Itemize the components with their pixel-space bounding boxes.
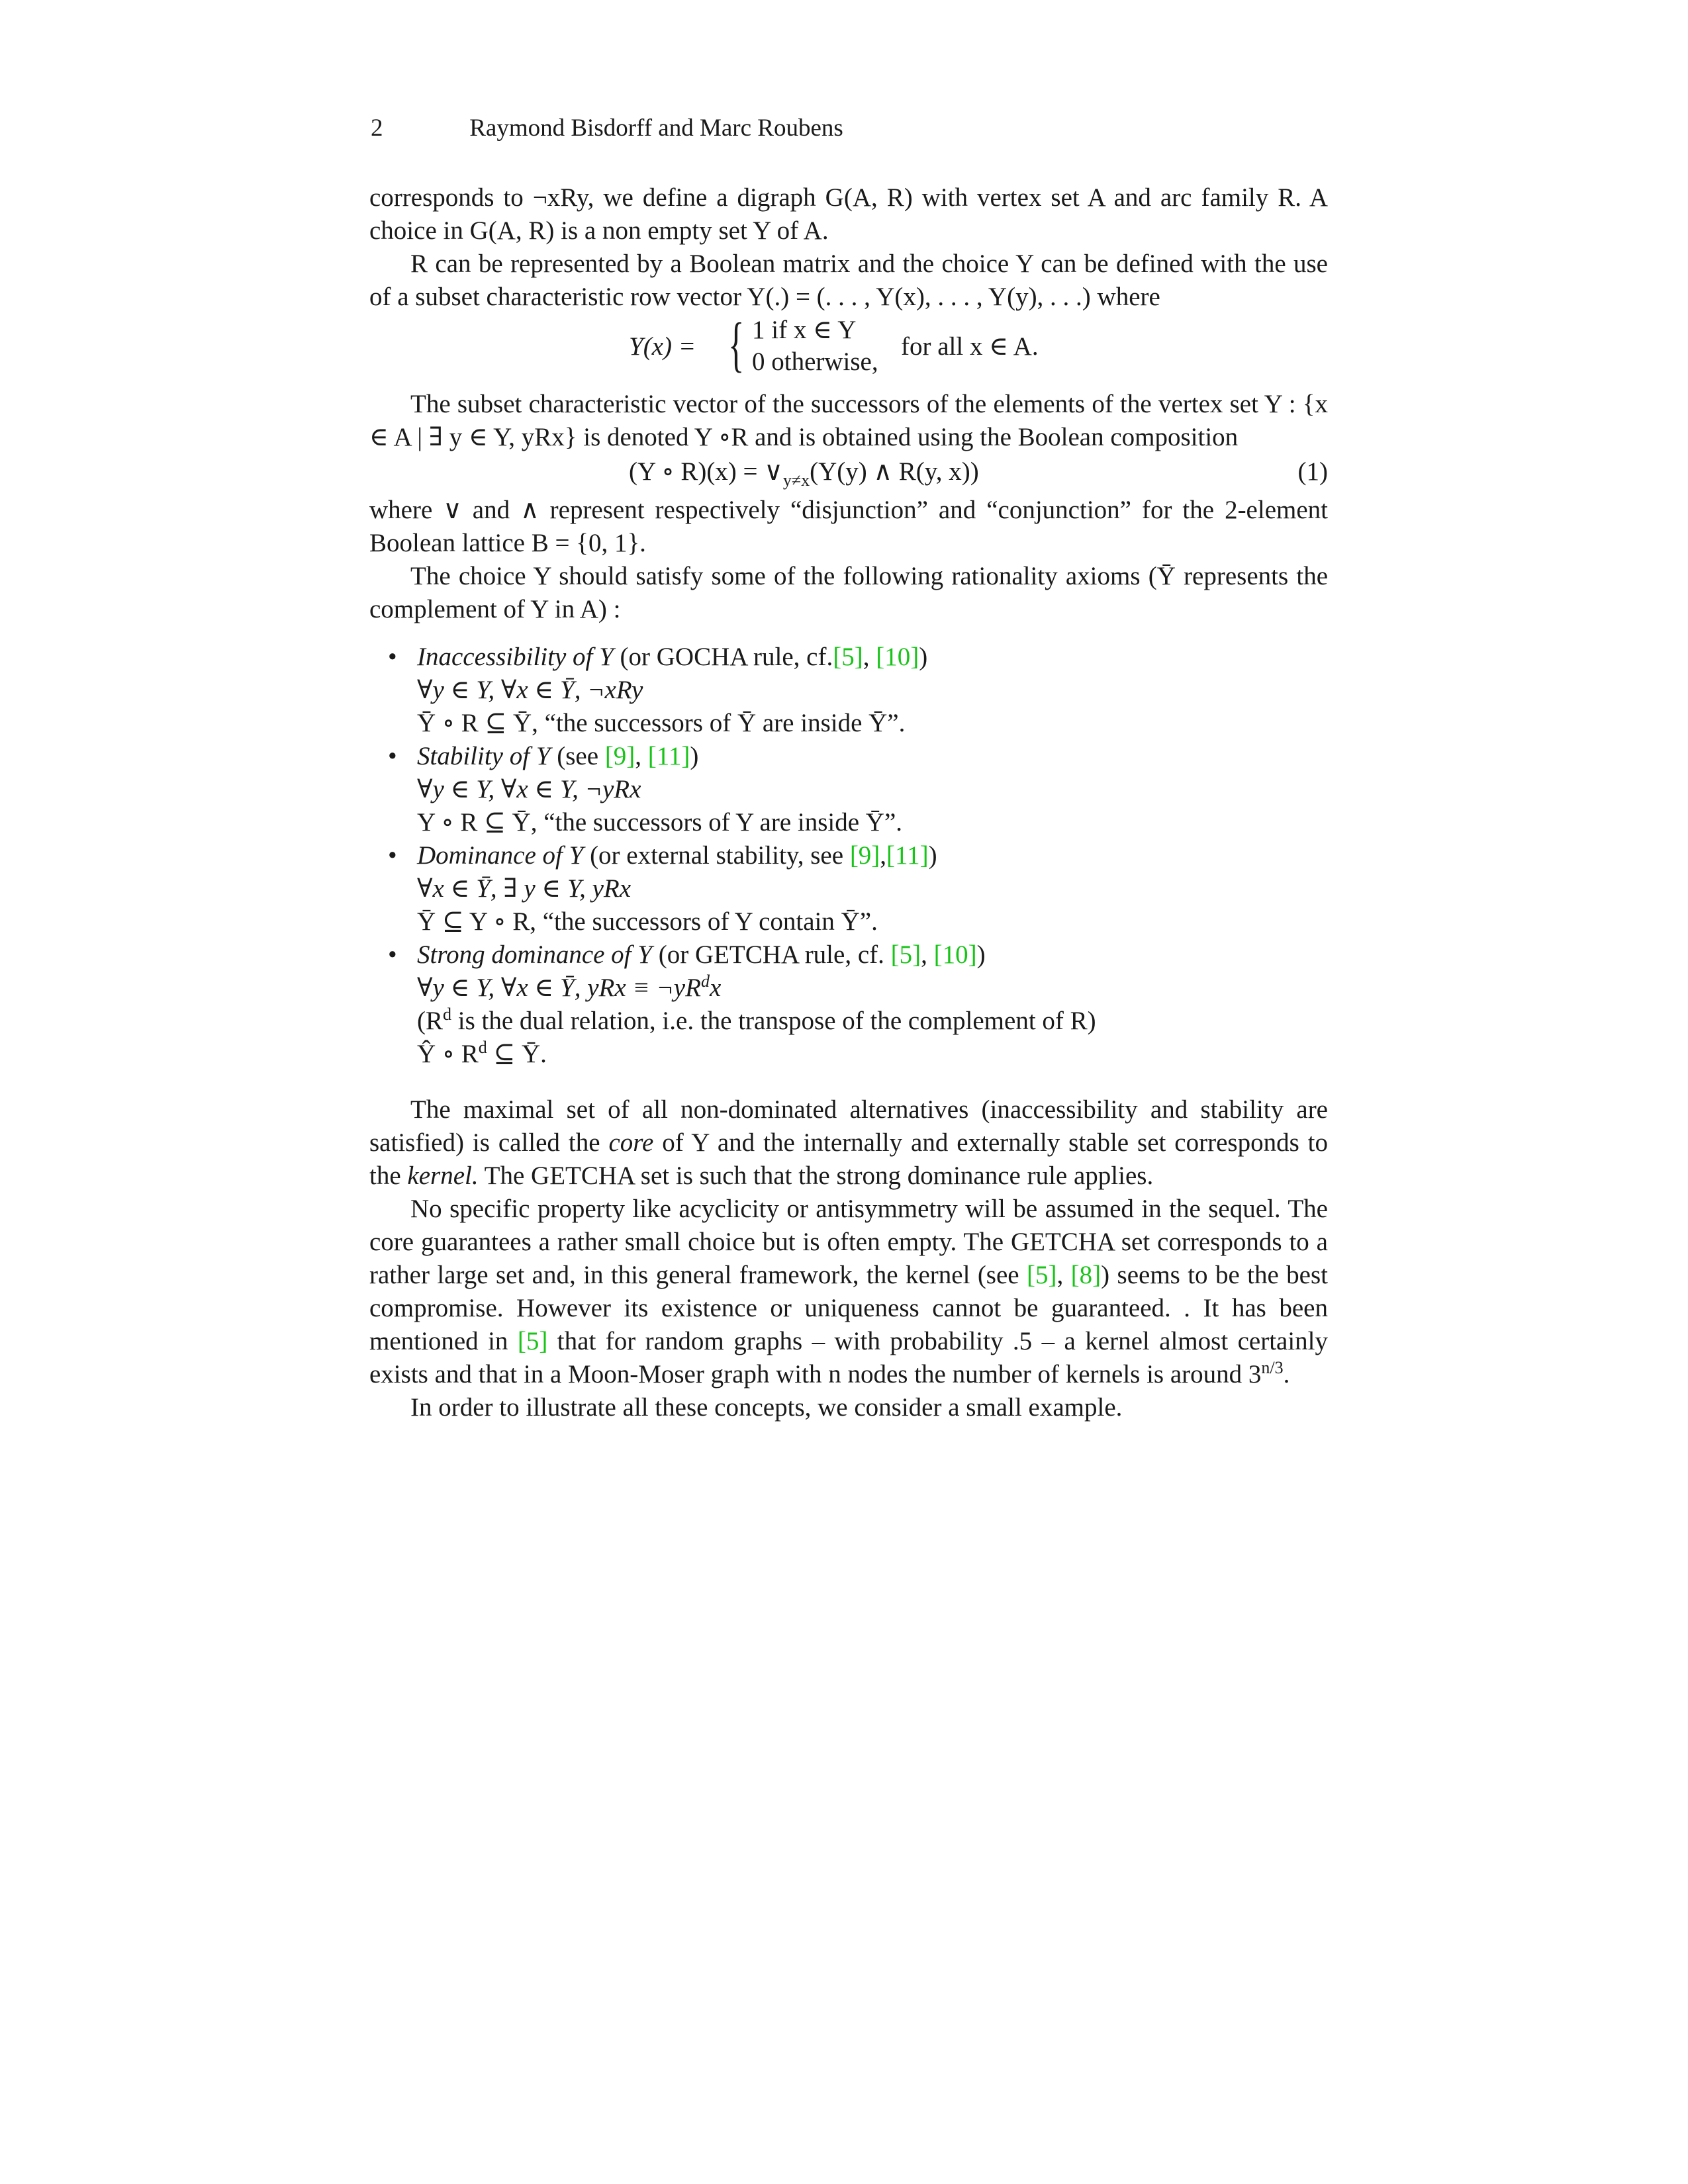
para6-c: The GETCHA set is such that the strong dominance rule applies. (484, 1161, 1154, 1190)
axiom-name: Stability of Y (417, 742, 551, 770)
citation-link[interactable]: [5] (517, 1327, 548, 1355)
paragraph-5: The choice Y should satisfy some of the following rationality axioms (Ȳ represents the complement of Y in A) : (369, 562, 1328, 623)
axiom-formula-main: ∀y ∈ Y, ∀x ∈ Ȳ, yRx ≡ ¬yR (417, 974, 701, 1002)
paragraph-2: R can be represented by a Boolean matrix and the choice Y can be defined with the use of a subset characteristic row vector Y(.) = (. . . , Y(x), . . . , Y(y), . . .) where (369, 250, 1328, 311)
axiom-name: Inaccessibility of Y (417, 643, 614, 671)
ref-close: ) (928, 841, 937, 870)
ref-close: ) (919, 643, 928, 671)
axiom-lead: (see (557, 742, 599, 770)
display-case-2: 0 otherwise, (752, 347, 878, 376)
running-head-authors: Raymond Bisdorff and Marc Roubens (469, 114, 843, 142)
axiom-heading (417, 938, 1328, 972)
axiom-formula-end: x (709, 974, 722, 1002)
citation-link[interactable]: [10] (933, 940, 977, 969)
para7-e: . (1283, 1360, 1290, 1388)
equation-1-lhs: (Y ∘ R)(x) = ∨ (629, 457, 783, 486)
axiom-interpretation: Y ∘ R ⊆ Ȳ, “the successors of Y are inside Ȳ”. (417, 808, 903, 837)
equation-1 (369, 454, 1328, 494)
citation-link[interactable]: [10] (876, 643, 919, 671)
running-head (371, 114, 843, 142)
display-equation-indicator (369, 310, 1328, 380)
axiom-note-sup: d (443, 1005, 451, 1024)
ref-close: ) (976, 940, 986, 969)
paragraph-1: corresponds to ¬xRy, we define a digraph G(A, R) with vertex set A and arc family R. A choice in G(A, R) is a non empty set Y of A. (369, 183, 1328, 245)
display-condition: for all x ∈ A. (901, 332, 1039, 361)
paragraph-4: where ∨ and ∧ represent respectively “disjunction” and “conjunction” for the 2-element Boolean lattice B = {0, 1}. (369, 496, 1328, 557)
axiom-note-end: is the dual relation, i.e. the transpose of the complement of R) (451, 1007, 1096, 1035)
paragraph-7 (369, 1193, 1328, 1391)
axiom-formula: ∀x ∈ Ȳ, ∃ y ∈ Y, yRx (417, 874, 632, 903)
ref-separator: , (635, 742, 648, 770)
axiom-lead: (or external stability, see (590, 841, 844, 870)
axiom-interp-main: Ŷ ∘ R (417, 1040, 479, 1068)
citation-link[interactable]: [5] (1027, 1261, 1057, 1289)
citation-link[interactable]: [11] (647, 742, 690, 770)
axiom-interpretation: Ȳ ⊆ Y ∘ R, “the successors of Y contain Ȳ”. (417, 907, 878, 936)
equation-1-sub: y≠x (782, 470, 810, 490)
para7-d: that for random graphs – with probability .5 – a kernel almost certainly exists and that in a Moon-Moser graph with n nodes the number of kernels is around 3 (369, 1327, 1329, 1388)
axiom-heading (417, 641, 1328, 674)
axiom-note-main: (R (417, 1007, 443, 1035)
equation-number: (1) (1297, 457, 1328, 486)
citation-link[interactable]: [11] (886, 841, 929, 870)
axiom-formula-sup: d (700, 972, 710, 991)
para7-c: ) seems to be the best compromise. However its existence or uniqueness cannot be guaranteed. . It has been mentioned in (369, 1261, 1329, 1355)
axiom-list (369, 641, 1328, 1071)
bullet-icon: • (388, 643, 397, 671)
axiom-interpretation: Ȳ ∘ R ⊆ Ȳ, “the successors of Ȳ are inside Ȳ”. (417, 709, 906, 737)
axiom-name: Dominance of Y (417, 841, 584, 870)
bullet-icon: • (388, 841, 397, 870)
bullet-icon: • (388, 940, 397, 969)
equation-1-body (629, 455, 979, 488)
para6-a: The maximal set of all non-dominated alternatives (inaccessibility and stability are satisfied) is called the (369, 1095, 1328, 1157)
axiom-lead: (or GETCHA rule, cf. (658, 940, 884, 969)
axiom-formula (417, 972, 1328, 1005)
citation-link[interactable]: [5] (890, 940, 921, 969)
axiom-note (417, 1005, 1328, 1038)
para7-b: , (1056, 1261, 1064, 1289)
axiom-name: Strong dominance of Y (417, 940, 652, 969)
axiom-heading (417, 839, 1328, 872)
display-lhs: Y(x) = (629, 332, 696, 361)
ref-close: ) (690, 742, 699, 770)
para7-exponent: n/3 (1261, 1358, 1284, 1377)
citation-link[interactable]: [8] (1070, 1261, 1102, 1289)
paragraph-6 (369, 1093, 1328, 1193)
axiom-item (369, 839, 1328, 938)
axiom-item (369, 641, 1328, 740)
bullet-icon: • (388, 742, 397, 770)
paragraph-8: In order to illustrate all these concepts, we consider a small example. (410, 1393, 1123, 1422)
page-body (369, 181, 1328, 1424)
ref-separator: , (863, 643, 876, 671)
axiom-interp-end: ⊆ Ȳ. (487, 1040, 547, 1068)
equation-1-rhs: (Y(y) ∧ R(y, x)) (810, 457, 979, 486)
axiom-formula: ∀y ∈ Y, ∀x ∈ Y, ¬yRx (417, 775, 641, 803)
paragraph-3: The subset characteristic vector of the successors of the elements of the vertex set Y : {x ∈ A | ∃ y ∈ Y, yRx} is denoted Y ∘R and is obtained using the Boolean composition (369, 390, 1328, 451)
axiom-heading (417, 740, 1328, 773)
left-brace: { (727, 310, 745, 378)
para7-a: No specific property like acyclicity or antisymmetry will be assumed in the sequel. The core guarantees a rather small choice but is often empty. The GETCHA set corresponds to a rather large set and, in this general framework, the kernel (see (369, 1195, 1328, 1289)
para6-b: of Y and the internally and externally stable set corresponds to the (369, 1128, 1329, 1190)
citation-link[interactable]: [5] (833, 643, 863, 671)
term-core: core (608, 1128, 654, 1157)
axiom-lead: (or GOCHA rule, cf. (620, 643, 833, 671)
axiom-formula: ∀y ∈ Y, ∀x ∈ Ȳ, ¬xRy (417, 676, 643, 704)
citation-link[interactable]: [9] (604, 742, 635, 770)
ref-separator: , (880, 841, 887, 870)
axiom-item (369, 740, 1328, 839)
axiom-interpretation (417, 1038, 1328, 1071)
display-case-1: 1 if x ∈ Y (752, 316, 857, 344)
page-number: 2 (371, 114, 383, 142)
citation-link[interactable]: [9] (849, 841, 880, 870)
term-kernel: kernel. (407, 1161, 479, 1190)
axiom-item (369, 938, 1328, 1071)
ref-separator: , (921, 940, 934, 969)
axiom-interp-sup: d (478, 1038, 487, 1057)
